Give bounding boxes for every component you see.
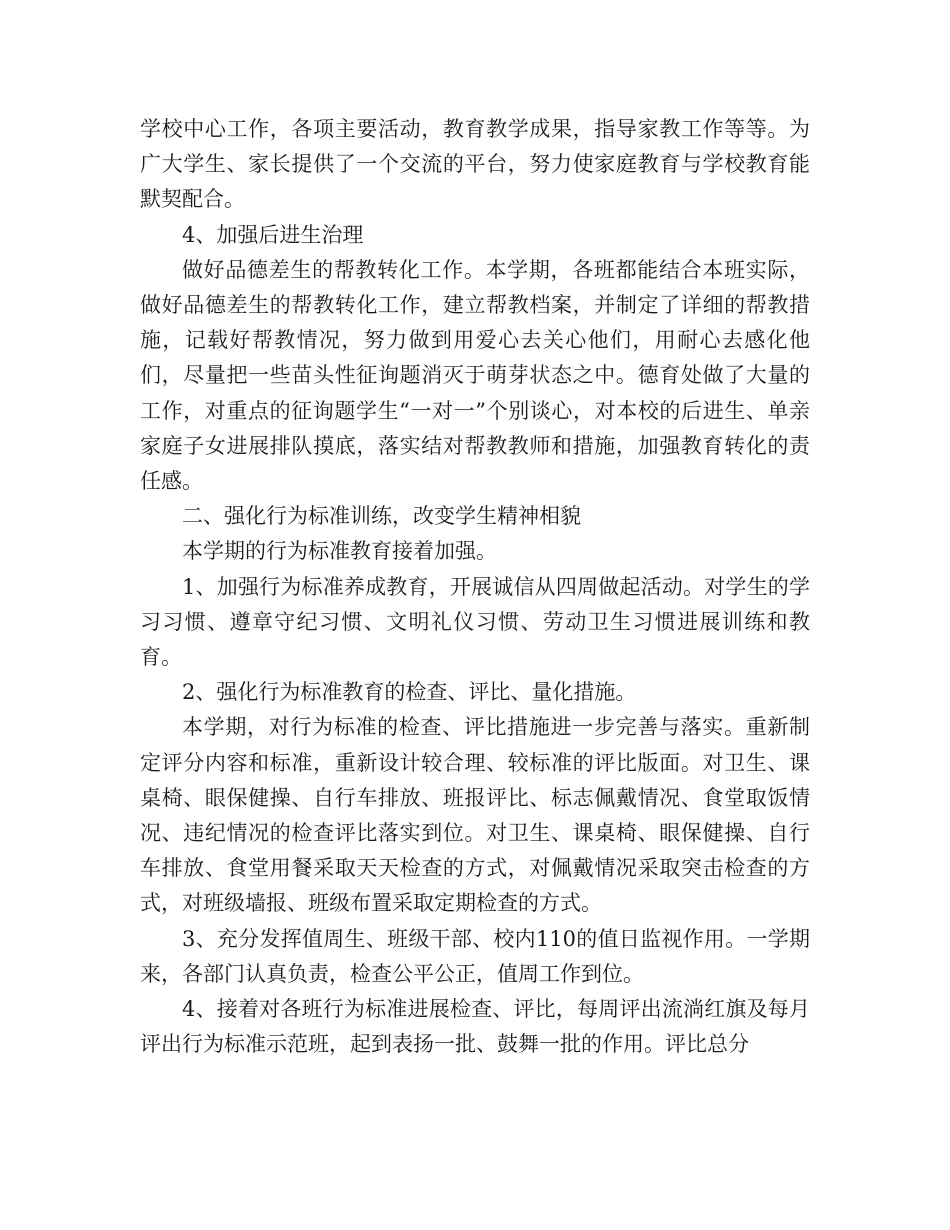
paragraph: 做好品德差生的帮教转化工作。本学期，各班都能结合本班实际，做好品德差生的帮教转化工作，建立帮教档案，并制定了详细的帮教措施，记载好帮教情况，努力做到用爱心去关心他们，用耐心去感化他们，尽量把一些苗头性征询题消灭于萌芽状态之中。德育处做了大量的工作，对重点的征询题学生“一对一”个别谈心，对本校的后进生、单亲家庭子女进展排队摸底，落实结对帮教教师和措施，加强教育转化的责任感。 — [140, 257, 810, 494]
section-heading: 二、强化行为标准训练，改变学生精神相貌 — [182, 504, 581, 529]
paragraph: 1、加强行为标准养成教育，开展诚信从四周做起活动。对学生的学习习惯、遵章守纪习惯、文明礼仪习惯、劳动卫生习惯进展训练和教育。 — [140, 574, 810, 670]
paragraph: 学校中心工作，各项主要活动，教育教学成果，指导家教工作等等。为广大学生、家长提供了一个交流的平台，努力使家庭教育与学校教育能默契配合。 — [140, 117, 810, 212]
paragraph: 本学期的行为标准教育接着加强。 — [182, 539, 497, 564]
section-heading: 4、加强后进生治理 — [182, 222, 364, 247]
document-body — [140, 112, 810, 1062]
paragraph: 4、接着对各班行为标准进展检查、评比，每周评出流淌红旗及每月评出行为标准示范班，起到表扬一批、鼓舞一批的作用。评比总分 — [140, 997, 810, 1057]
paragraph: 本学期，对行为标准的检查、评比措施进一步完善与落实。重新制定评分内容和标准，重新设计较合理、较标准的评比版面。对卫生、课桌椅、眼保健操、自行车排放、班报评比、标志佩戴情况、食堂取饭情况、违纪情况的检查评比落实到位。对卫生、课桌椅、眼保健操、自行车排放、食堂用餐采取天天检查的方式，对佩戴情况采取突击检查的方式，对班级墙报、班级布置采取定期检查的方式。 — [140, 715, 810, 916]
paragraph: 2、强化行为标准教育的检查、评比、量化措施。 — [182, 680, 637, 705]
paragraph: 3、充分发挥值周生、班级干部、校内110的值日监视作用。一学期来，各部门认真负责，检查公平公正，值周工作到位。 — [140, 926, 810, 986]
